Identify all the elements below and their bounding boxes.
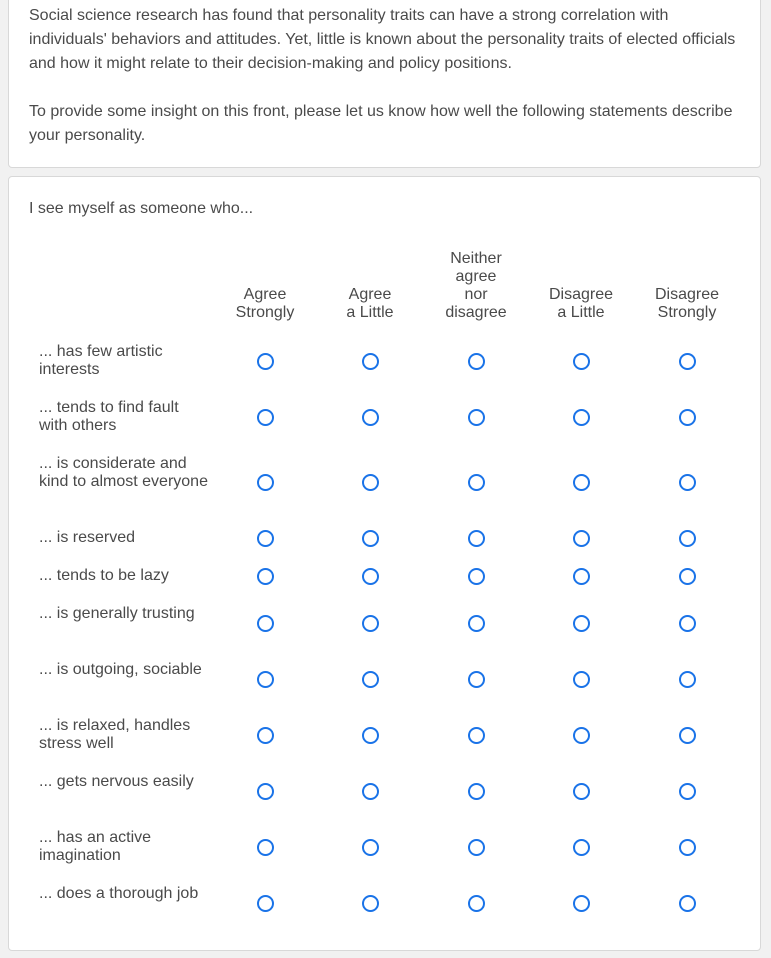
column-header-label: Neither agree nor disagree	[445, 250, 507, 321]
radio-option-row5-col2[interactable]	[362, 568, 379, 585]
radio-option-row6-col5[interactable]	[679, 615, 696, 632]
radio-option-row1-col5[interactable]	[679, 353, 696, 370]
radio-option-row3-col3[interactable]	[468, 474, 485, 491]
radio-option-row10-col4[interactable]	[573, 839, 590, 856]
radio-option-row10-col3[interactable]	[468, 839, 485, 856]
radio-option-row5-col3[interactable]	[468, 568, 485, 585]
radio-option-row1-col2[interactable]	[362, 353, 379, 370]
radio-option-row3-col2[interactable]	[362, 474, 379, 491]
radio-option-row7-col1[interactable]	[257, 671, 274, 688]
column-header-neither	[426, 250, 526, 322]
radio-option-row9-col3[interactable]	[468, 783, 485, 800]
question-text: I see myself as someone who...	[29, 200, 254, 217]
column-header-agree-strongly	[215, 250, 315, 322]
row-statement: ... is outgoing, sociable	[39, 661, 202, 678]
row-statement: ... has few artistic interests	[39, 343, 163, 378]
radio-option-row6-col1[interactable]	[257, 615, 274, 632]
radio-option-row11-col5[interactable]	[679, 895, 696, 912]
radio-option-row11-col1[interactable]	[257, 895, 274, 912]
column-header-label: Agree Strongly	[235, 286, 295, 321]
radio-option-row6-col4[interactable]	[573, 615, 590, 632]
row-statement: ... is generally trusting	[39, 605, 195, 622]
radio-option-row7-col2[interactable]	[362, 671, 379, 688]
radio-option-row10-col5[interactable]	[679, 839, 696, 856]
radio-option-row4-col4[interactable]	[573, 530, 590, 547]
radio-option-row1-col1[interactable]	[257, 353, 274, 370]
intro-instruction: To provide some insight on this front, please let us know how well the following statements describe your personality.	[29, 103, 733, 144]
radio-option-row11-col3[interactable]	[468, 895, 485, 912]
row-statement: ... has an active imagination	[39, 829, 152, 864]
radio-option-row8-col3[interactable]	[468, 727, 485, 744]
radio-option-row8-col1[interactable]	[257, 727, 274, 744]
radio-option-row2-col4[interactable]	[573, 409, 590, 426]
radio-option-row4-col5[interactable]	[679, 530, 696, 547]
column-header-label: Agree a Little	[346, 286, 394, 321]
row-statement: ... tends to find fault with others	[39, 399, 179, 434]
row-statement: ... does a thorough job	[39, 885, 199, 902]
radio-option-row1-col4[interactable]	[573, 353, 590, 370]
radio-option-row1-col3[interactable]	[468, 353, 485, 370]
radio-option-row8-col4[interactable]	[573, 727, 590, 744]
radio-option-row8-col5[interactable]	[679, 727, 696, 744]
row-statement: ... is relaxed, handles stress well	[39, 717, 191, 752]
matrix-question-card	[8, 176, 761, 951]
radio-option-row9-col5[interactable]	[679, 783, 696, 800]
radio-option-row6-col3[interactable]	[468, 615, 485, 632]
radio-option-row5-col1[interactable]	[257, 568, 274, 585]
radio-option-row11-col4[interactable]	[573, 895, 590, 912]
radio-option-row2-col1[interactable]	[257, 409, 274, 426]
radio-option-row5-col5[interactable]	[679, 568, 696, 585]
radio-option-row8-col2[interactable]	[362, 727, 379, 744]
column-header-agree-a-little	[320, 250, 420, 322]
radio-option-row3-col4[interactable]	[573, 474, 590, 491]
radio-option-row9-col2[interactable]	[362, 783, 379, 800]
column-header-disagree-strongly	[637, 250, 737, 322]
radio-option-row4-col2[interactable]	[362, 530, 379, 547]
radio-option-row10-col1[interactable]	[257, 839, 274, 856]
row-statement: ... tends to be lazy	[39, 567, 169, 584]
row-statement: ... is reserved	[39, 529, 136, 546]
radio-option-row11-col2[interactable]	[362, 895, 379, 912]
radio-option-row9-col4[interactable]	[573, 783, 590, 800]
column-header-label: Disagree a Little	[548, 286, 614, 321]
radio-option-row7-col3[interactable]	[468, 671, 485, 688]
radio-option-row4-col1[interactable]	[257, 530, 274, 547]
radio-option-row5-col4[interactable]	[573, 568, 590, 585]
radio-option-row6-col2[interactable]	[362, 615, 379, 632]
row-statement: ... is considerate and kind to almost everyone	[39, 455, 208, 490]
radio-option-row3-col1[interactable]	[257, 474, 274, 491]
row-statement: ... gets nervous easily	[39, 773, 194, 790]
intro-paragraph: Social science research has found that personality traits can have a strong correlation with individuals' behaviors and attitudes. Yet, little is known about the personality traits of elected officials and how it might relate to their decision-making and policy positions.	[29, 7, 736, 72]
radio-option-row4-col3[interactable]	[468, 530, 485, 547]
radio-option-row9-col1[interactable]	[257, 783, 274, 800]
radio-option-row7-col5[interactable]	[679, 671, 696, 688]
radio-option-row2-col3[interactable]	[468, 409, 485, 426]
radio-option-row10-col2[interactable]	[362, 839, 379, 856]
radio-option-row2-col2[interactable]	[362, 409, 379, 426]
column-header-label: Disagree Strongly	[654, 286, 720, 321]
column-header-disagree-a-little	[531, 250, 631, 322]
radio-option-row3-col5[interactable]	[679, 474, 696, 491]
intro-card	[8, 0, 761, 168]
radio-option-row2-col5[interactable]	[679, 409, 696, 426]
radio-option-row7-col4[interactable]	[573, 671, 590, 688]
